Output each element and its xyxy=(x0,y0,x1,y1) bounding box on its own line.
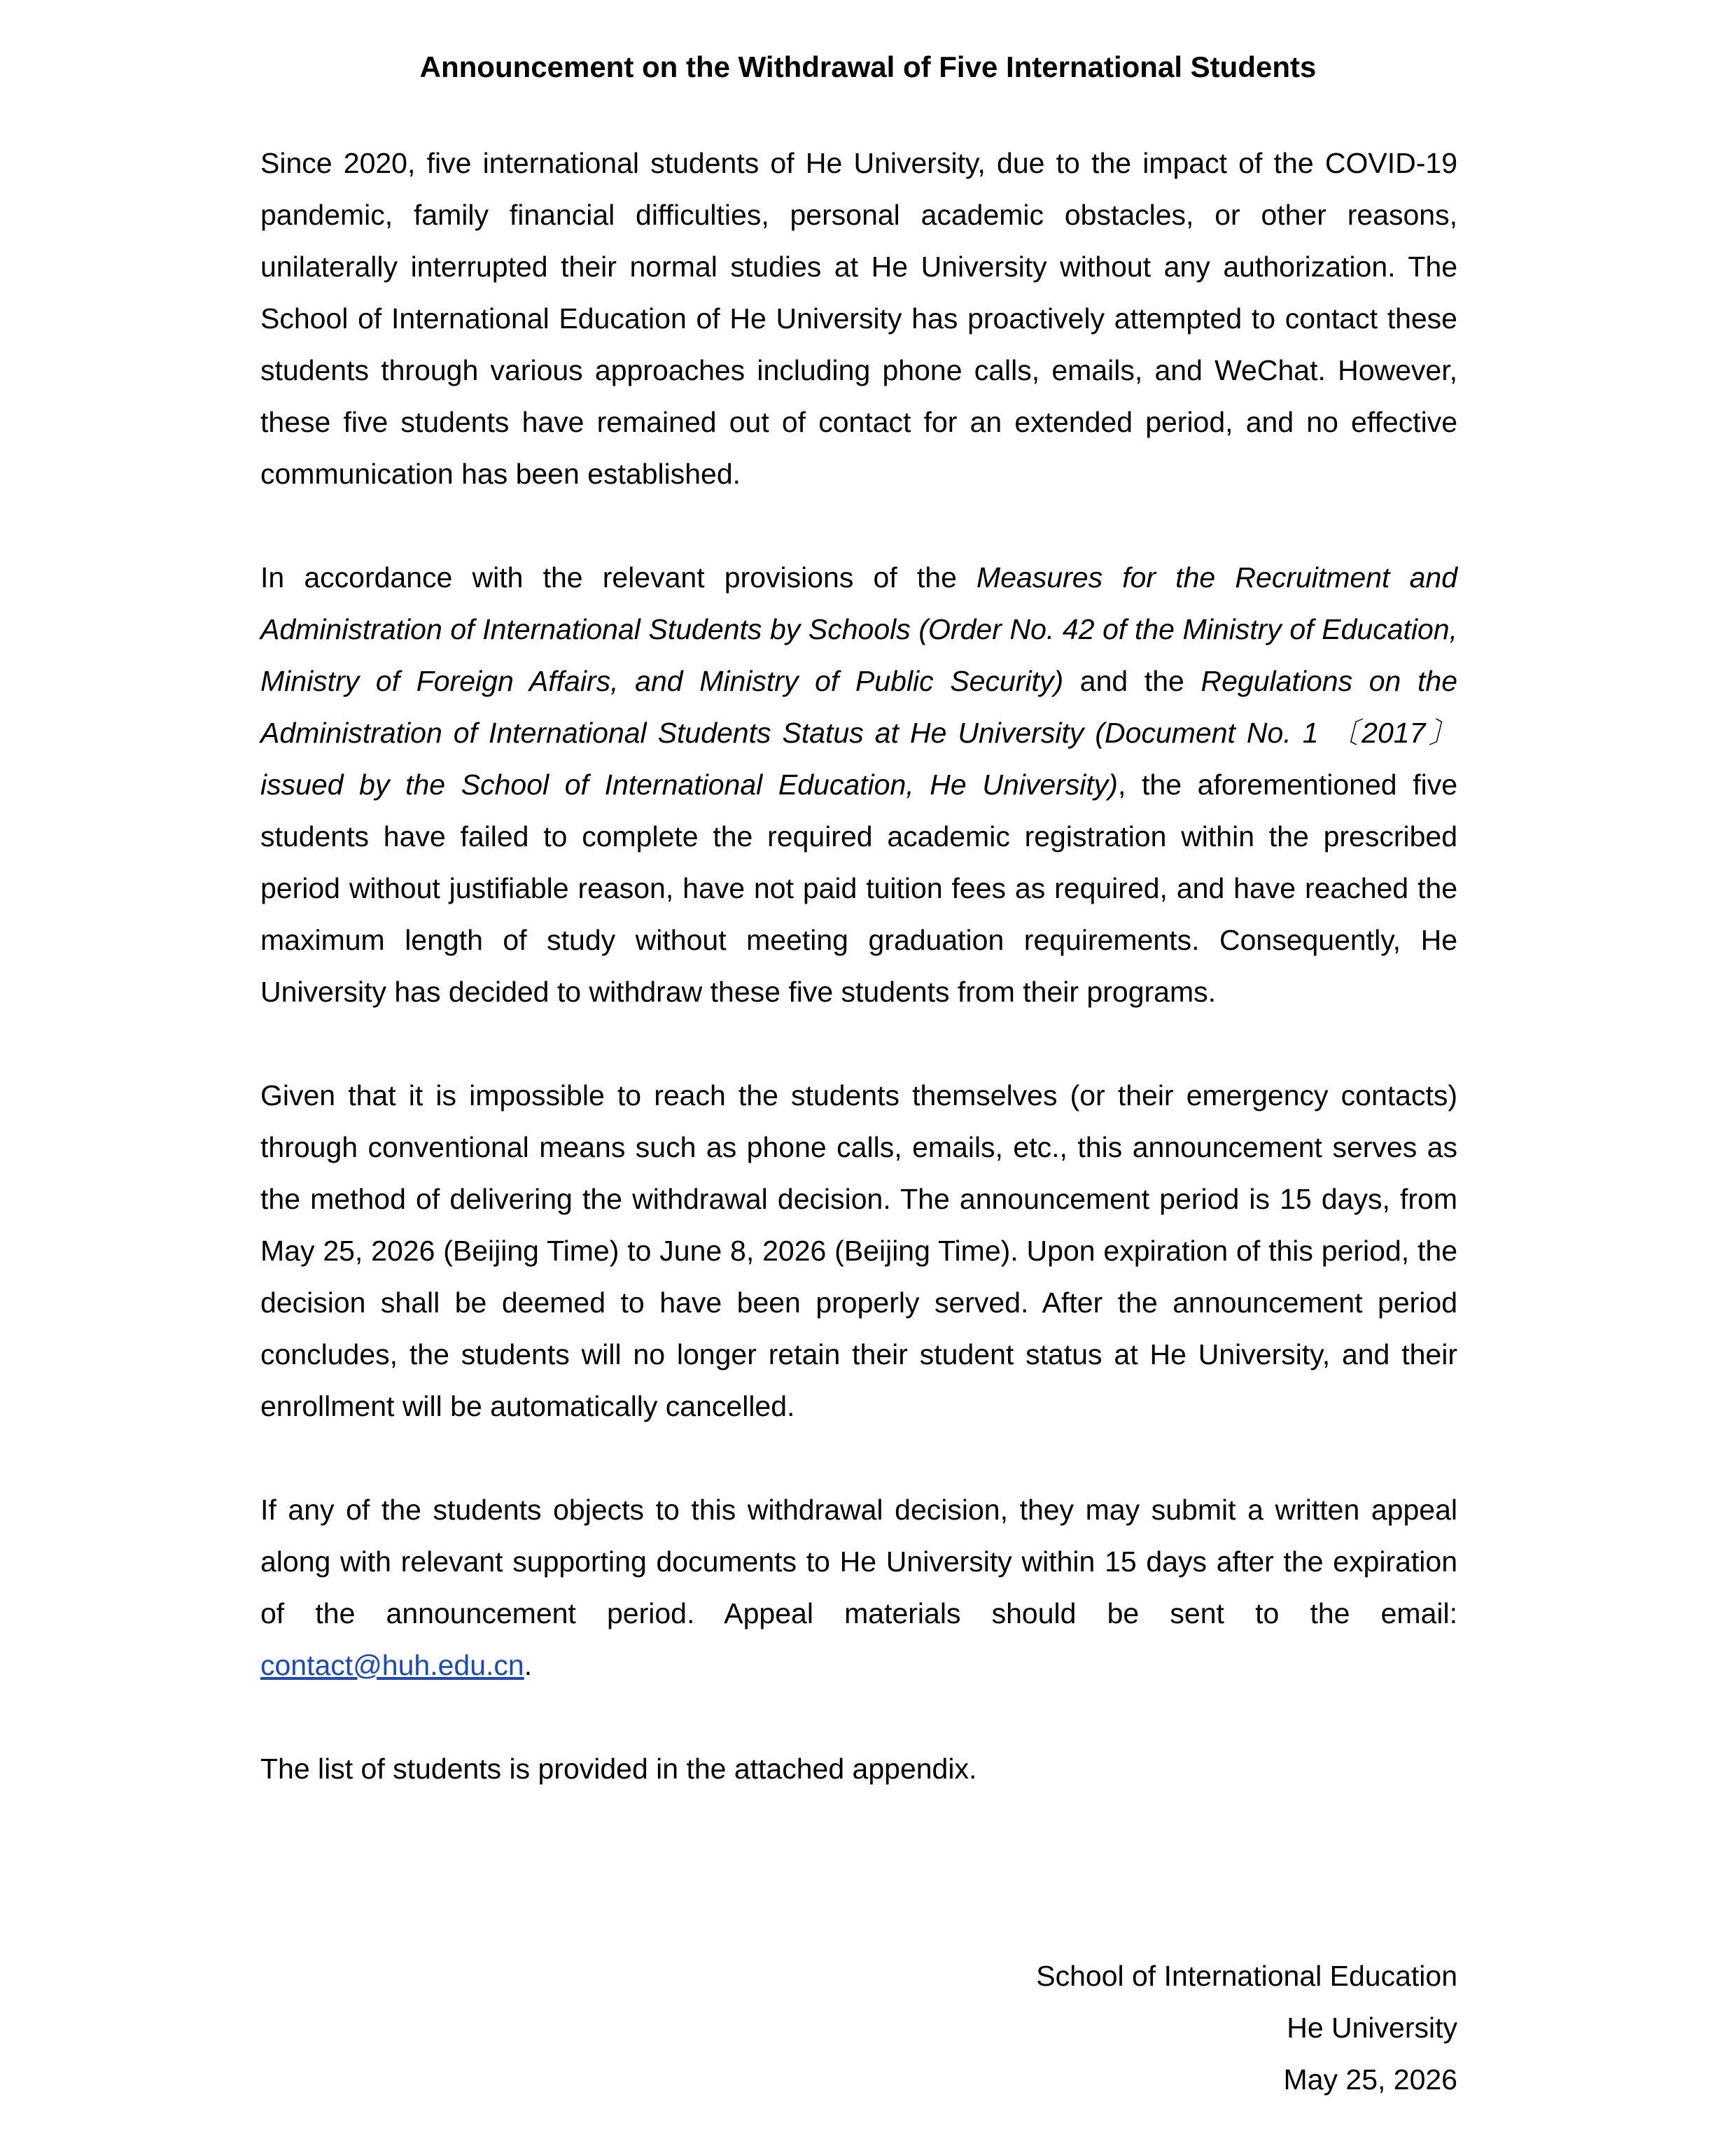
signature-block xyxy=(840,1950,1457,2105)
appeal-text: If any of the students objects to this withdrawal decision, they may submit a written appeal along with relevant supporting documents to He University within 15 days after the expiration of the announcement period. Appeal materials should be sent to the email: xyxy=(260,1494,1457,1629)
measures-title: Measures for the Recruitment and Administration of International Students by Schools (Order No. 42 of the Ministry of Education, Ministry of Foreign Affairs, and Ministry of Public Security) xyxy=(260,561,1457,697)
signature-date: May 25, 2026 xyxy=(1283,2063,1457,2096)
paragraph-legal-basis xyxy=(260,552,1457,1018)
legal-basis-intro: In accordance with the relevant provisions of the xyxy=(260,561,977,594)
appeal-email-link[interactable]: contact@huh.edu.cn xyxy=(260,1649,524,1681)
legal-basis-rest: , the aforementioned five students have failed to complete the required academic registration within the prescribed period without justifiable reason, have not paid tuition fees as required, and have reached the maximum length of study without meeting graduation requirements. Consequently, He University has decided to withdraw these five students from their programs. xyxy=(260,769,1458,1008)
paragraph-appendix-note: The list of students is provided in the attached appendix. xyxy=(260,1753,977,1785)
paragraph-appeal xyxy=(260,1484,1457,1691)
regulations-title: Regulations on the Administration of International Students Status at He University (Document No. 1 〔2017〕 issued by the School of International Education, He University) xyxy=(260,665,1458,801)
signature-department: School of International Education xyxy=(1036,1960,1457,1992)
legal-basis-connector: and the xyxy=(1063,665,1201,697)
paragraph-background: Since 2020, five international students of He University, due to the impact of the COVID-19 pandemic, family financial difficulties, personal academic obstacles, or other reasons, unilaterally interrupted their normal studies at He University without any authorization. The School of International Education of He University has proactively attempted to contact these students through various approaches including phone calls, emails, and WeChat. However, these five students have remained out of contact for an extended period, and no effective communication has been established. xyxy=(260,147,1457,490)
paragraph-announcement-period: Given that it is impossible to reach the students themselves (or their emergency contacts) through conventional means such as phone calls, emails, etc., this announcement serves as the method of delivering the withdrawal decision. The announcement period is 15 days, from May 25, 2026 (Beijing Time) to June 8, 2026 (Beijing Time). Upon expiration of this period, the decision shall be deemed to have been properly served. After the announcement period concludes, the students will no longer retain their student status at He University, and their enrollment will be automatically cancelled. xyxy=(260,1079,1457,1422)
signature-university: He University xyxy=(1287,2012,1457,2044)
appeal-end: . xyxy=(524,1649,533,1681)
document-body xyxy=(260,137,1457,1846)
document-title: Announcement on the Withdrawal of Five International Students xyxy=(419,50,1317,83)
